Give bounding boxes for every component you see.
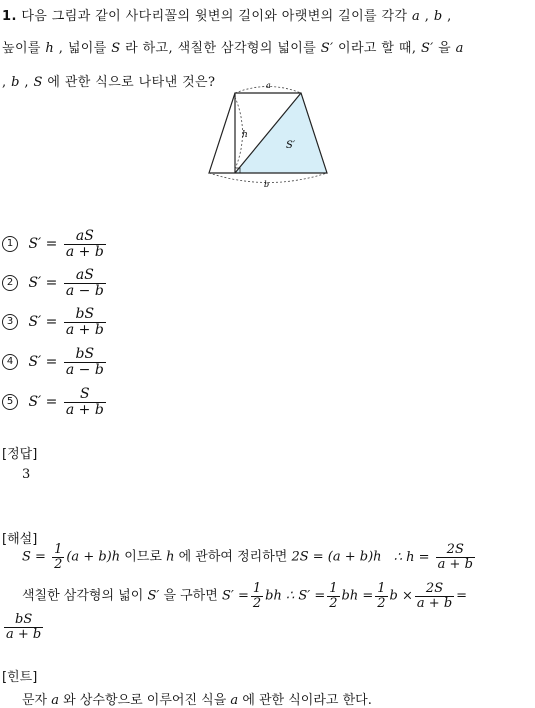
label-a: a — [266, 81, 271, 90]
separator: , — [24, 75, 29, 90]
choice-lhs: S′ = — [28, 314, 58, 331]
choice-fraction — [64, 387, 106, 417]
question-text: 에 관한 식으로 나타낸 것은? — [47, 75, 216, 90]
var-a: a — [51, 693, 60, 708]
choice-1[interactable] — [2, 229, 108, 259]
choice-mark: 3 — [2, 314, 18, 330]
choice-lhs: S′ = — [28, 236, 58, 253]
hint-text — [22, 689, 372, 708]
hint-text-part: 에 관한 식이라고 한다. — [242, 693, 372, 708]
var-a: a — [455, 41, 464, 56]
fraction-numerator: bS — [64, 307, 106, 323]
choice-fraction — [64, 347, 106, 377]
choice-mark: 4 — [2, 354, 18, 370]
choice-mark: 5 — [2, 394, 18, 410]
question-text: 라 하고, 색칠한 삼각형의 넓이를 — [125, 41, 317, 56]
solution-line-1 — [22, 543, 477, 571]
var-a: a — [230, 693, 239, 708]
fraction-numerator: aS — [64, 229, 106, 245]
fraction-numerator: 1 — [329, 581, 338, 596]
fraction-numerator: 1 — [54, 542, 63, 557]
separator: , — [447, 9, 452, 24]
question-text: 을 — [438, 41, 452, 56]
var-b: b — [11, 75, 20, 90]
fraction — [251, 582, 263, 610]
shaded-triangle — [235, 93, 327, 173]
fraction-denominator: a + b — [65, 243, 104, 260]
fraction — [436, 543, 475, 571]
math: b × — [389, 588, 413, 604]
fraction — [375, 582, 387, 610]
fraction-denominator: a + b — [416, 595, 453, 611]
choice-2[interactable] — [2, 268, 108, 298]
fraction-denominator: a − b — [65, 282, 104, 299]
question-text: 이라고 할 때, — [338, 41, 417, 56]
hint-header: [힌트] — [2, 670, 38, 685]
label-h: h — [242, 130, 248, 140]
var-S: S — [33, 75, 43, 90]
fraction-numerator: aS — [64, 268, 106, 284]
question-line-2 — [2, 37, 464, 56]
fraction-denominator: a + b — [65, 321, 104, 338]
fraction-numerator: S — [64, 387, 106, 403]
math: S′ — [147, 588, 160, 604]
math: ∴ h = — [393, 549, 430, 565]
fraction-numerator: 1 — [377, 581, 386, 596]
choice-mark: 1 — [2, 236, 18, 252]
solution-header: [해설] — [2, 532, 38, 547]
var-b: b — [433, 9, 443, 24]
math: bh = — [341, 588, 374, 604]
math: bh ∴ S′ = — [265, 588, 326, 604]
fraction — [327, 582, 339, 610]
question-text: 다음 그림과 같이 사다리꼴의 윗변의 길이와 아랫변의 길이를 각각 — [21, 9, 408, 24]
choice-fraction — [64, 229, 106, 259]
fraction-numerator: bS — [64, 347, 106, 363]
fraction-denominator: a + b — [6, 626, 42, 642]
fraction-numerator: 2S — [436, 543, 475, 558]
separator: , — [2, 75, 7, 90]
fraction — [415, 582, 454, 610]
fraction-numerator: 2S — [415, 582, 454, 597]
question-text: , 넓이를 — [58, 41, 107, 56]
var-S-prime: S′ — [420, 41, 434, 56]
fraction — [4, 613, 43, 641]
label-b: b — [264, 180, 270, 189]
question-number: 1. — [2, 9, 17, 24]
choice-lhs: S′ = — [28, 394, 58, 411]
choice-fraction — [64, 268, 106, 298]
var-S: S — [111, 41, 121, 56]
var-a: a — [412, 9, 421, 24]
fraction-denominator: 2 — [252, 595, 262, 611]
label-S-prime: S′ — [286, 140, 296, 151]
fraction-denominator: a + b — [65, 401, 104, 418]
fraction-denominator: 2 — [329, 595, 338, 611]
choice-lhs: S′ = — [28, 275, 58, 292]
choice-lhs: S′ = — [28, 354, 58, 371]
trapezoid-figure — [200, 80, 335, 190]
solution-line-2 — [22, 582, 467, 610]
math: S = — [22, 549, 46, 565]
fraction — [52, 543, 64, 571]
question-line-1 — [2, 5, 452, 24]
var-h: h — [45, 41, 55, 56]
fraction-denominator: a + b — [437, 556, 473, 572]
answer-value: 3 — [22, 467, 31, 482]
fraction-numerator: 1 — [252, 581, 262, 596]
solution-text: 이므로 — [124, 549, 162, 565]
choice-4[interactable] — [2, 347, 108, 377]
math: 2S = (a + b)h — [291, 549, 382, 565]
solution-line-3 — [2, 613, 45, 641]
math: (a + b)h — [66, 549, 121, 565]
hint-text-part: 문자 — [22, 693, 48, 708]
fraction-denominator: 2 — [54, 556, 63, 572]
fraction-denominator: a − b — [65, 361, 104, 378]
answer-header: [정답] — [2, 447, 38, 462]
choice-3[interactable] — [2, 307, 108, 337]
question-text: 높이를 — [2, 41, 41, 56]
hint-text-part: 와 상수항으로 이루어진 식을 — [63, 693, 227, 708]
math: = — [456, 588, 468, 604]
solution-text: 에 관하여 정리하면 — [178, 549, 288, 565]
separator: , — [424, 9, 430, 24]
math: S′ = — [221, 588, 249, 604]
math: h — [166, 549, 175, 565]
fraction-numerator: bS — [4, 613, 43, 628]
var-S-prime: S′ — [320, 41, 334, 56]
fraction-denominator: 2 — [377, 595, 386, 611]
solution-text: 색칠한 삼각형의 넓이 — [22, 588, 144, 604]
solution-text: 을 구하면 — [163, 588, 218, 604]
choice-mark: 2 — [2, 275, 18, 291]
choice-5[interactable] — [2, 387, 108, 417]
choice-fraction — [64, 307, 106, 337]
question-line-3 — [2, 71, 215, 90]
